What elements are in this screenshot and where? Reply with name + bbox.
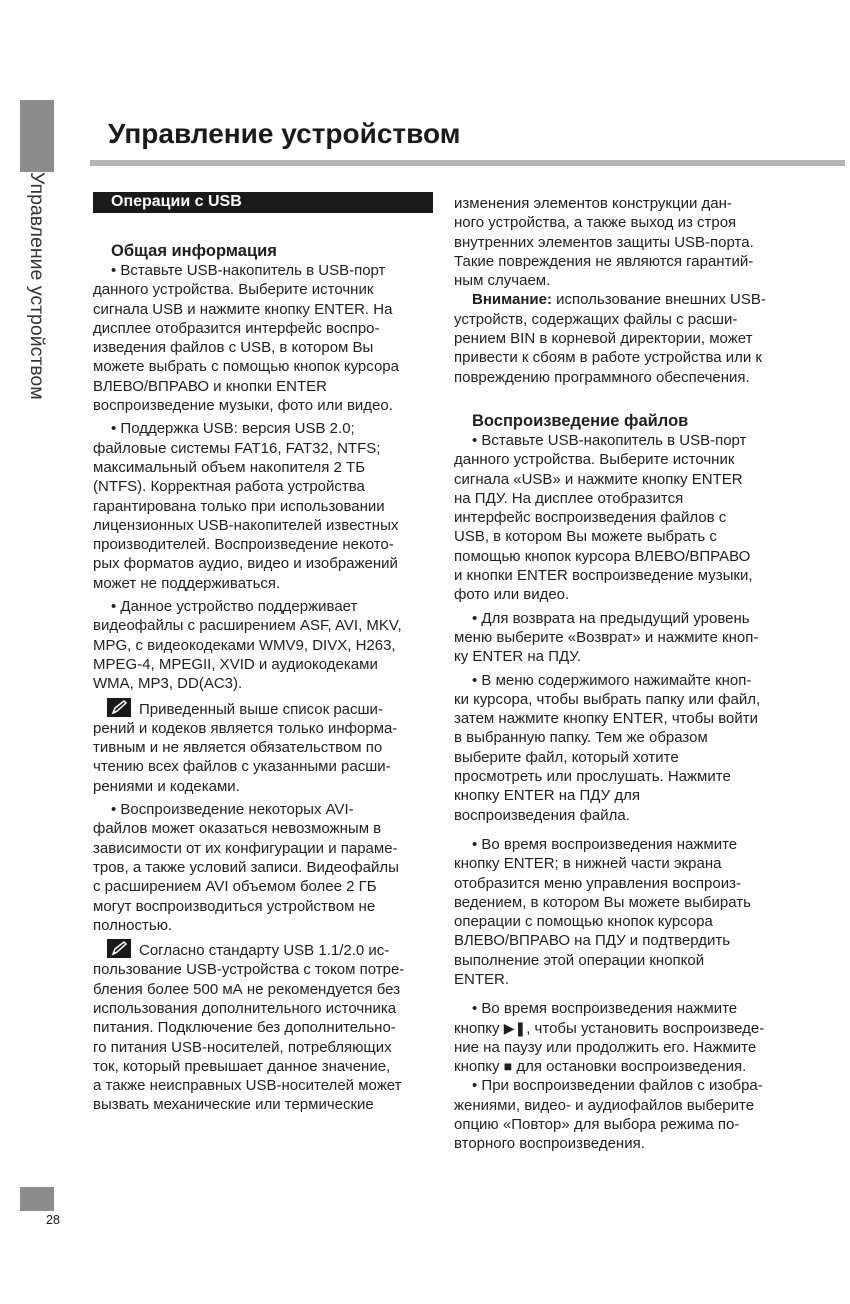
text-line: использования дополнительного источника (93, 999, 397, 1017)
text-line: и кнопки ENTER воспроизведение музыки, (454, 567, 753, 585)
text-line: , чтобы установить воспроизведе- (526, 1019, 765, 1037)
text-line: дисплее отобразится интерфейс воспро- (93, 319, 380, 337)
text-line: чтению всех файлов с указанными расши- (93, 758, 391, 776)
text-line: • Данное устройство поддерживает (111, 598, 358, 616)
note-pencil-icon (107, 698, 131, 717)
side-tab-marker (20, 100, 54, 172)
left-column (93, 192, 433, 1115)
text-line: меню выберите «Возврат» и нажмите кноп- (454, 628, 759, 646)
paragraph-avi-limitations (93, 800, 433, 935)
text-line: фото или видео. (454, 586, 570, 604)
attention-label: Внимание: (472, 291, 552, 309)
text-line: опцию «Повтор» для выбора режима по- (454, 1116, 740, 1134)
text-line: • Во время воспроизведения нажмите (472, 1000, 738, 1018)
text-line: сигнала «USB» и нажмите кнопку ENTER (454, 470, 743, 488)
text-line: выберите файл, который хотите (454, 748, 679, 766)
paragraph-playback-insert (454, 431, 799, 605)
text-line: рениями и кодеками. (93, 777, 240, 795)
text-line: полностью. (93, 916, 173, 934)
text-line: воспроизведение музыки, фото или видео. (93, 397, 393, 415)
text-line: MPEG-4, MPEGII, XVID и аудиокодеками (93, 655, 378, 673)
text-line: файлов может оказаться невозможным в (93, 820, 382, 838)
text-line: Приведенный выше список расши- (139, 700, 383, 718)
text-line: ным случаем. (454, 272, 551, 290)
text-line: ВЛЕВО/ВПРАВО и кнопки ENTER (93, 377, 327, 395)
text-line: могут воспроизводиться устройством не (93, 897, 376, 915)
paragraph-usb-support (93, 419, 433, 593)
paragraph-supported-formats (93, 597, 433, 693)
text-line: жениями, видео- и аудиофайлов выберите (454, 1096, 755, 1114)
text-line: операции с помощью кнопок курсора (454, 913, 713, 931)
text-line: затем нажмите кнопку ENTER, чтобы войти (454, 710, 759, 728)
text-line: с расширением AVI объемом более 2 ГБ (93, 878, 377, 896)
note-usb-power (93, 939, 433, 1115)
text-line: просмотреть или прослушать. Нажмите (454, 768, 731, 786)
text-line: • Для возврата на предыдущий уровень (472, 609, 750, 627)
paragraph-repeat (454, 1076, 799, 1153)
text-line: тивным и не является обязательством по (93, 739, 383, 757)
text-line: ного устройства, а также выход из строя (454, 214, 737, 232)
paragraph-control-menu (454, 835, 799, 989)
playback-heading: Воспроизведение файлов (472, 411, 689, 430)
text-line: ведением, в котором Вы можете выбирать (454, 893, 751, 911)
text-line: кнопку ENTER на ПДУ для (454, 787, 640, 805)
text-line: изведения файлов с USB, в котором Вы (93, 339, 374, 357)
note-pencil-icon (107, 939, 131, 958)
text-line: ENTER. (454, 970, 510, 988)
text-line: го питания USB-носителей, потребляющих (93, 1038, 392, 1056)
text-line: • Вставьте USB-накопитель в USB-порт (111, 262, 386, 279)
text-line: для остановки воспроизведения. (512, 1058, 747, 1076)
text-line: USB, в котором Вы можете выбрать с (454, 528, 717, 546)
stop-icon: ■ (503, 1058, 513, 1075)
text-line: рых форматов аудио, видео и изображений (93, 555, 398, 573)
text-line: в выбранную папку. Тем же образом (454, 729, 708, 747)
paragraph-folder-navigation (454, 671, 799, 825)
text-line: на ПДУ. На дисплее отобразится (454, 489, 684, 507)
text-line: • Вставьте USB-накопитель в USB-порт (472, 431, 747, 449)
text-line: • Воспроизведение некоторых AVI- (111, 801, 354, 819)
text-line: максимальный объем накопителя 2 ТБ (93, 458, 366, 476)
text-line: данного устройства. Выберите источник (93, 281, 374, 299)
text-line: кнопку ENTER; в нижней части экрана (454, 855, 722, 873)
paragraph-continuation (454, 194, 799, 290)
play-pause-icon: ▶❚ (503, 1019, 527, 1036)
text-line: использование внешних USB- (551, 291, 766, 309)
text-line: привести к сбоям в работе устройства или к (454, 349, 762, 367)
text-line: питания. Подключение без дополнительно- (93, 1019, 396, 1037)
text-line: можете выбрать с помощью кнопок курсора (93, 358, 399, 376)
text-line: кнопку (454, 1058, 504, 1076)
text-line: повреждению программного обеспечения. (454, 368, 750, 386)
text-line: рений и кодеков является только информа- (93, 719, 398, 737)
text-line: а также неисправных USB-носителей может (93, 1077, 402, 1095)
text-line: ки курсора, чтобы выбрать папку или файл, (454, 690, 761, 708)
text-line: устройств, содержащих файлы с расши- (454, 310, 738, 328)
text-line: ку ENTER на ПДУ. (454, 648, 582, 666)
footer-tab-marker (20, 1187, 54, 1211)
general-info-heading: Общая информация (111, 242, 277, 260)
text-line: MPG, с видеокодеками WMV9, DIVX, H263, (93, 636, 396, 654)
text-line: тров, а также условий записи. Видеофайлы (93, 858, 399, 876)
text-line: зависимости от их конфигурации и параме- (93, 839, 398, 857)
text-line: сигнала USB и нажмите кнопку ENTER. На (93, 300, 393, 318)
text-line: отобразится меню управления воспроиз- (454, 874, 741, 892)
page-title: Управление устройством (108, 118, 461, 149)
text-line: ток, который превышает данное значение, (93, 1057, 391, 1075)
paragraph-pause-stop (454, 999, 799, 1076)
section-title-usb-operations: Операции с USB (93, 192, 433, 213)
text-line: кнопку (454, 1019, 504, 1037)
paragraph-attention (454, 290, 799, 386)
text-line: вторного воспроизведения. (454, 1135, 645, 1153)
text-line: выполнение этой операции кнопкой (454, 951, 705, 969)
text-line: файловые системы FAT16, FAT32, NTFS; (93, 439, 381, 457)
paragraph-insert-usb (93, 261, 433, 415)
text-line: WMA, MP3, DD(AC3). (93, 675, 243, 693)
page-number: 28 (46, 1213, 60, 1227)
text-line: помощью кнопок курсора ВЛЕВО/ВПРАВО (454, 547, 751, 565)
text-line: • Во время воспроизведения нажмите (472, 835, 738, 853)
text-line: • При воспроизведении файлов с изобра- (472, 1077, 763, 1095)
text-line: рением BIN в корневой директории, может (454, 330, 753, 348)
side-chapter-title: Управление устройством (26, 172, 48, 400)
right-column (454, 194, 799, 1154)
text-line: данного устройства. Выберите источник (454, 451, 735, 469)
text-line: производителей. Воспроизведение некото- (93, 536, 394, 554)
text-line: лицензионных USB-накопителей известных (93, 516, 399, 534)
text-line: может не поддерживаться. (93, 574, 281, 592)
text-line: изменения элементов конструкции дан- (454, 195, 732, 212)
paragraph-return (454, 609, 799, 667)
title-divider (90, 160, 845, 166)
text-line: Согласно стандарту USB 1.1/2.0 ис- (139, 942, 390, 960)
note-codecs (93, 698, 433, 796)
text-line: видеофайлы с расширением ASF, AVI, MKV, (93, 617, 402, 635)
text-line: внутренних элементов защиты USB-порта. (454, 233, 754, 251)
text-line: гарантирована только при использовании (93, 497, 385, 515)
text-line: Такие повреждения не являются гарантий- (454, 252, 754, 270)
text-line: • В меню содержимого нажимайте кноп- (472, 671, 752, 689)
text-line: интерфейс воспроизведения файлов с (454, 509, 727, 527)
text-line: пользование USB-устройства с током потре- (93, 961, 405, 979)
text-line: • Поддержка USB: версия USB 2.0; (111, 420, 355, 438)
text-line: ВЛЕВО/ВПРАВО на ПДУ и подтвердить (454, 932, 731, 950)
text-line: вызвать механические или термические (93, 1096, 374, 1114)
text-line: бления более 500 мА не рекомендуется без (93, 980, 401, 998)
text-line: (NTFS). Корректная работа устройства (93, 478, 365, 496)
text-line: воспроизведения файла. (454, 806, 630, 824)
text-line: ние на паузу или продолжить его. Нажмите (454, 1038, 757, 1056)
